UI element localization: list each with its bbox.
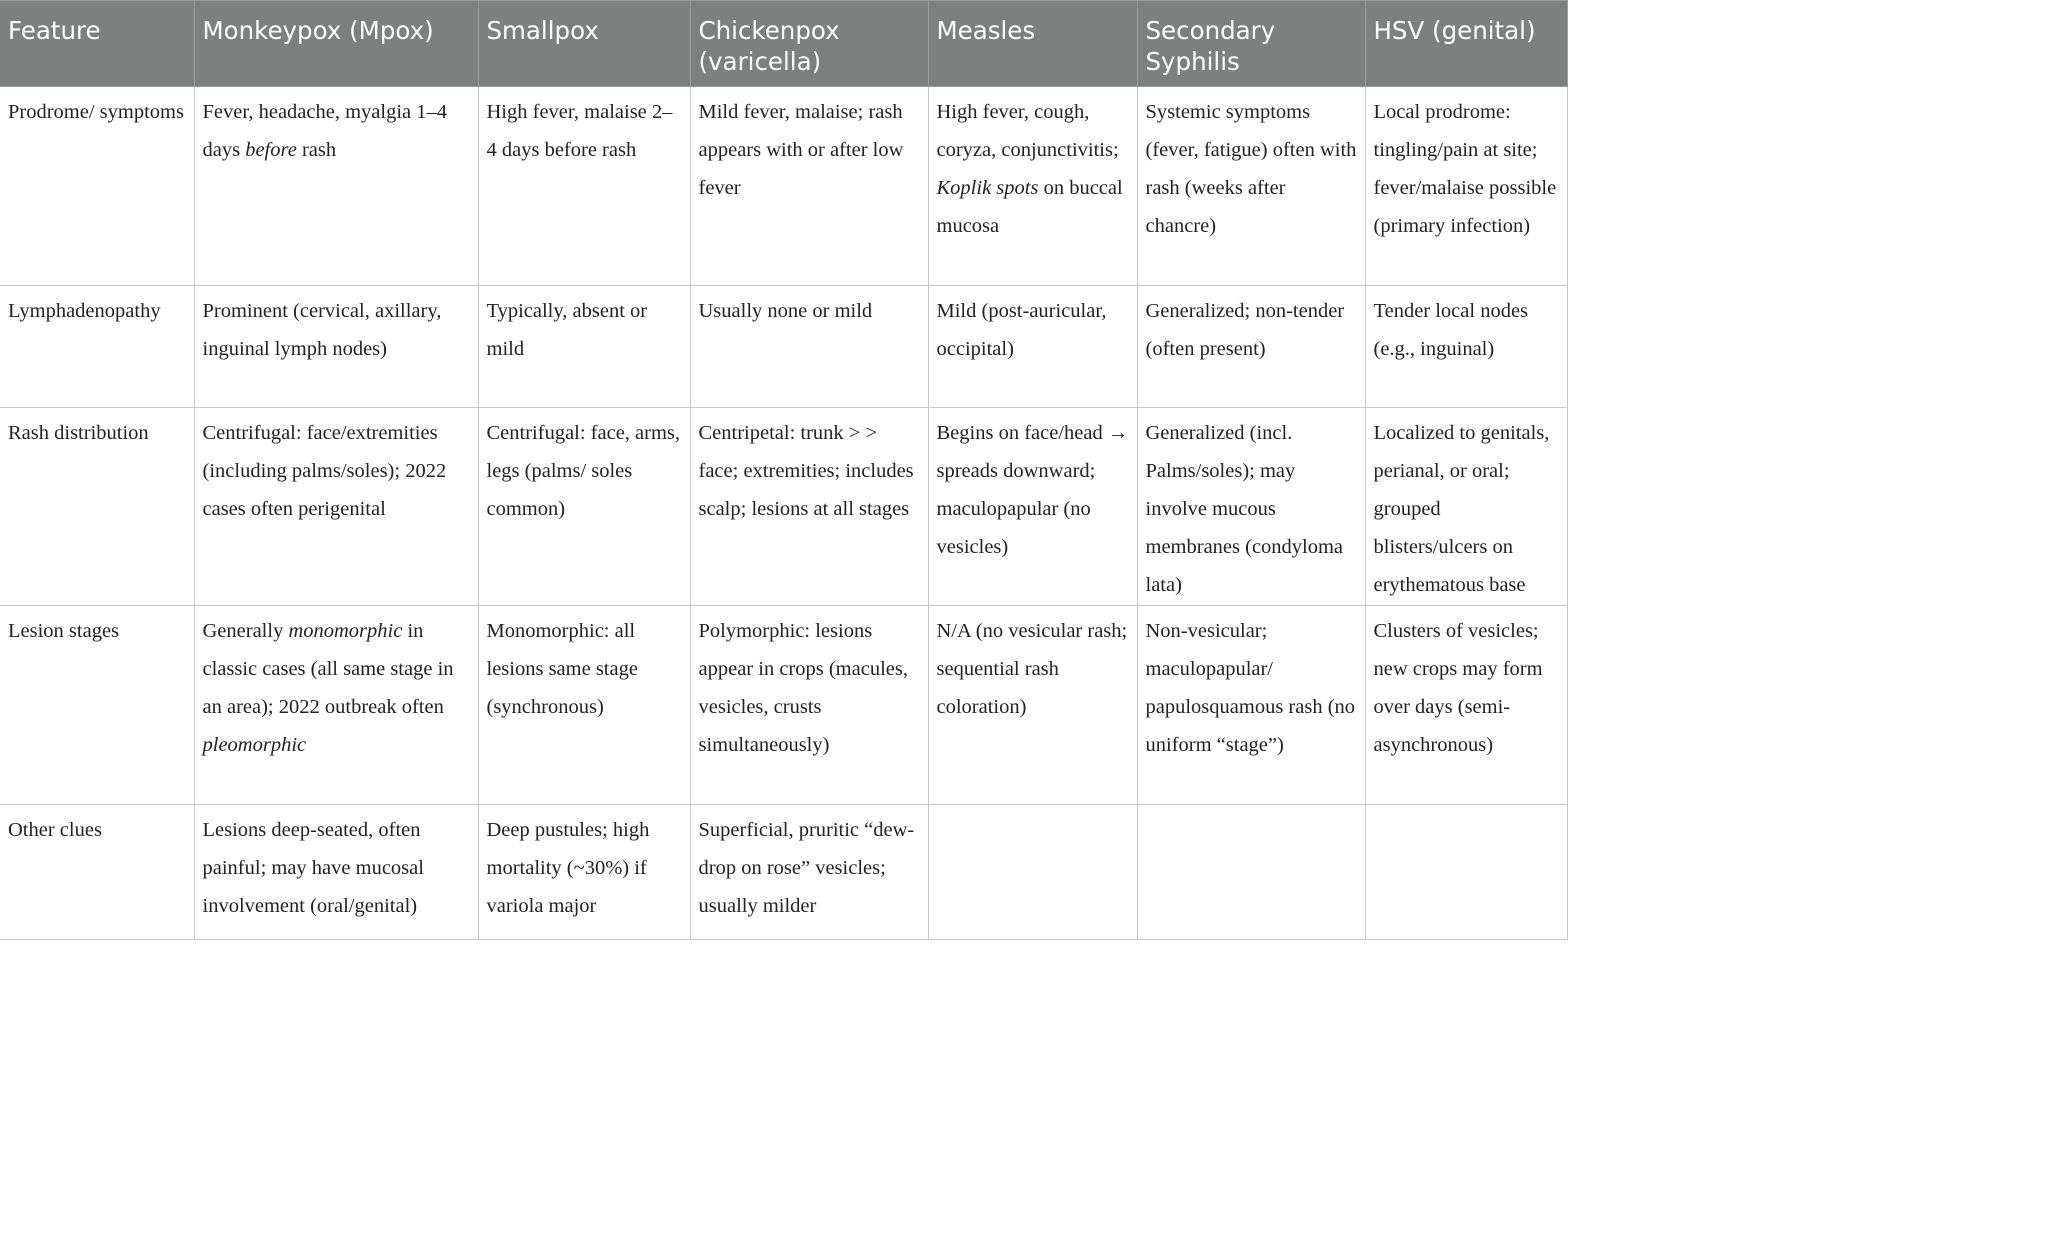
- table-row: [0, 87, 1567, 286]
- column-header-feature: Feature: [0, 1, 194, 87]
- row-feature-label: Lesion stages: [0, 606, 194, 805]
- cell-chickenpox: Superficial, pruritic “dew-drop on rose” vesicles; usually milder: [690, 805, 928, 940]
- column-header-smallpox: Smallpox: [478, 1, 690, 87]
- cell-syphilis: Systemic symptoms (fever, fatigue) often with rash (weeks after chancre): [1137, 87, 1365, 286]
- cell-syphilis: Generalized; non-tender (often present): [1137, 286, 1365, 408]
- column-header-mpox: Monkeypox (Mpox): [194, 1, 478, 87]
- table-row: [0, 286, 1567, 408]
- cell-text: Fever, headache, myalgia 1–4 days: [202, 101, 448, 161]
- row-feature-label: Prodrome/ symptoms: [0, 87, 194, 286]
- cell-hsv: Clusters of vesicles; new crops may form over days (semi-asynchronous): [1365, 606, 1567, 805]
- cell-text: High fever, cough, coryza, conjunctivitis;: [936, 101, 1119, 161]
- cell-measles: Begins on face/head → spreads downward; maculopapular (no vesicles): [928, 408, 1137, 606]
- cell-syphilis: Generalized (incl. Palms/soles); may involve mucous membranes (condyloma lata): [1137, 408, 1365, 606]
- cell-chickenpox: Usually none or mild: [690, 286, 928, 408]
- cell-chickenpox: Mild fever, malaise; rash appears with or after low fever: [690, 87, 928, 286]
- table-row: [0, 606, 1567, 805]
- cell-smallpox: Monomorphic: all lesions same stage (synchronous): [478, 606, 690, 805]
- cell-syphilis: [1137, 805, 1365, 940]
- table-row: [0, 805, 1567, 940]
- table-row: [0, 408, 1567, 606]
- cell-mpox: Centrifugal: face/extremities (including palms/soles); 2022 cases often perigenital: [194, 408, 478, 606]
- cell-mpox: [194, 606, 478, 805]
- cell-chickenpox: Polymorphic: lesions appear in crops (macules, vesicles, crusts simultaneously): [690, 606, 928, 805]
- cell-hsv: Local prodrome: tingling/pain at site; fever/malaise possible (primary infection): [1365, 87, 1567, 286]
- cell-measles: [928, 87, 1137, 286]
- cell-measles: N/A (no vesicular rash; sequential rash coloration): [928, 606, 1137, 805]
- cell-hsv: Localized to genitals, perianal, or oral; grouped blisters/ulcers on erythematous base: [1365, 408, 1567, 606]
- column-header-syphilis: Secondary Syphilis: [1137, 1, 1365, 87]
- cell-smallpox: High fever, malaise 2–4 days before rash: [478, 87, 690, 286]
- cell-chickenpox: Centripetal: trunk > > face; extremities; includes scalp; lesions at all stages: [690, 408, 928, 606]
- column-header-measles: Measles: [928, 1, 1137, 87]
- cell-hsv: [1365, 805, 1567, 940]
- cell-smallpox: Deep pustules; high mortality (~30%) if variola major: [478, 805, 690, 940]
- cell-emphasis: pleomorphic: [202, 734, 307, 756]
- cell-syphilis: Non-vesicular; maculopapular/ papulosquamous rash (no uniform “stage”): [1137, 606, 1365, 805]
- cell-text: in classic cases (all same stage in an area); 2022 outbreak often: [202, 620, 454, 718]
- cell-text: Generally: [202, 620, 289, 642]
- cell-text: on buccal mucosa: [936, 177, 1123, 237]
- cell-measles: [928, 805, 1137, 940]
- row-feature-label: Lymphadenopathy: [0, 286, 194, 408]
- row-feature-label: Rash distribution: [0, 408, 194, 606]
- cell-hsv: Tender local nodes (e.g., inguinal): [1365, 286, 1567, 408]
- cell-emphasis: Koplik spots: [936, 177, 1039, 199]
- column-header-chickenpox: Chickenpox (varicella): [690, 1, 928, 87]
- cell-mpox: Prominent (cervical, axillary, inguinal lymph nodes): [194, 286, 478, 408]
- table-header-row: [0, 1, 1567, 87]
- cell-mpox: [194, 87, 478, 286]
- cell-mpox: Lesions deep-seated, often painful; may have mucosal involvement (oral/genital): [194, 805, 478, 940]
- cell-emphasis: monomorphic: [288, 620, 403, 642]
- row-feature-label: Other clues: [0, 805, 194, 940]
- cell-emphasis: before: [245, 139, 297, 161]
- cell-text: rash: [296, 139, 337, 161]
- cell-smallpox: Centrifugal: face, arms, legs (palms/ soles common): [478, 408, 690, 606]
- cell-measles: Mild (post-auricular, occipital): [928, 286, 1137, 408]
- column-header-hsv: HSV (genital): [1365, 1, 1567, 87]
- cell-smallpox: Typically, absent or mild: [478, 286, 690, 408]
